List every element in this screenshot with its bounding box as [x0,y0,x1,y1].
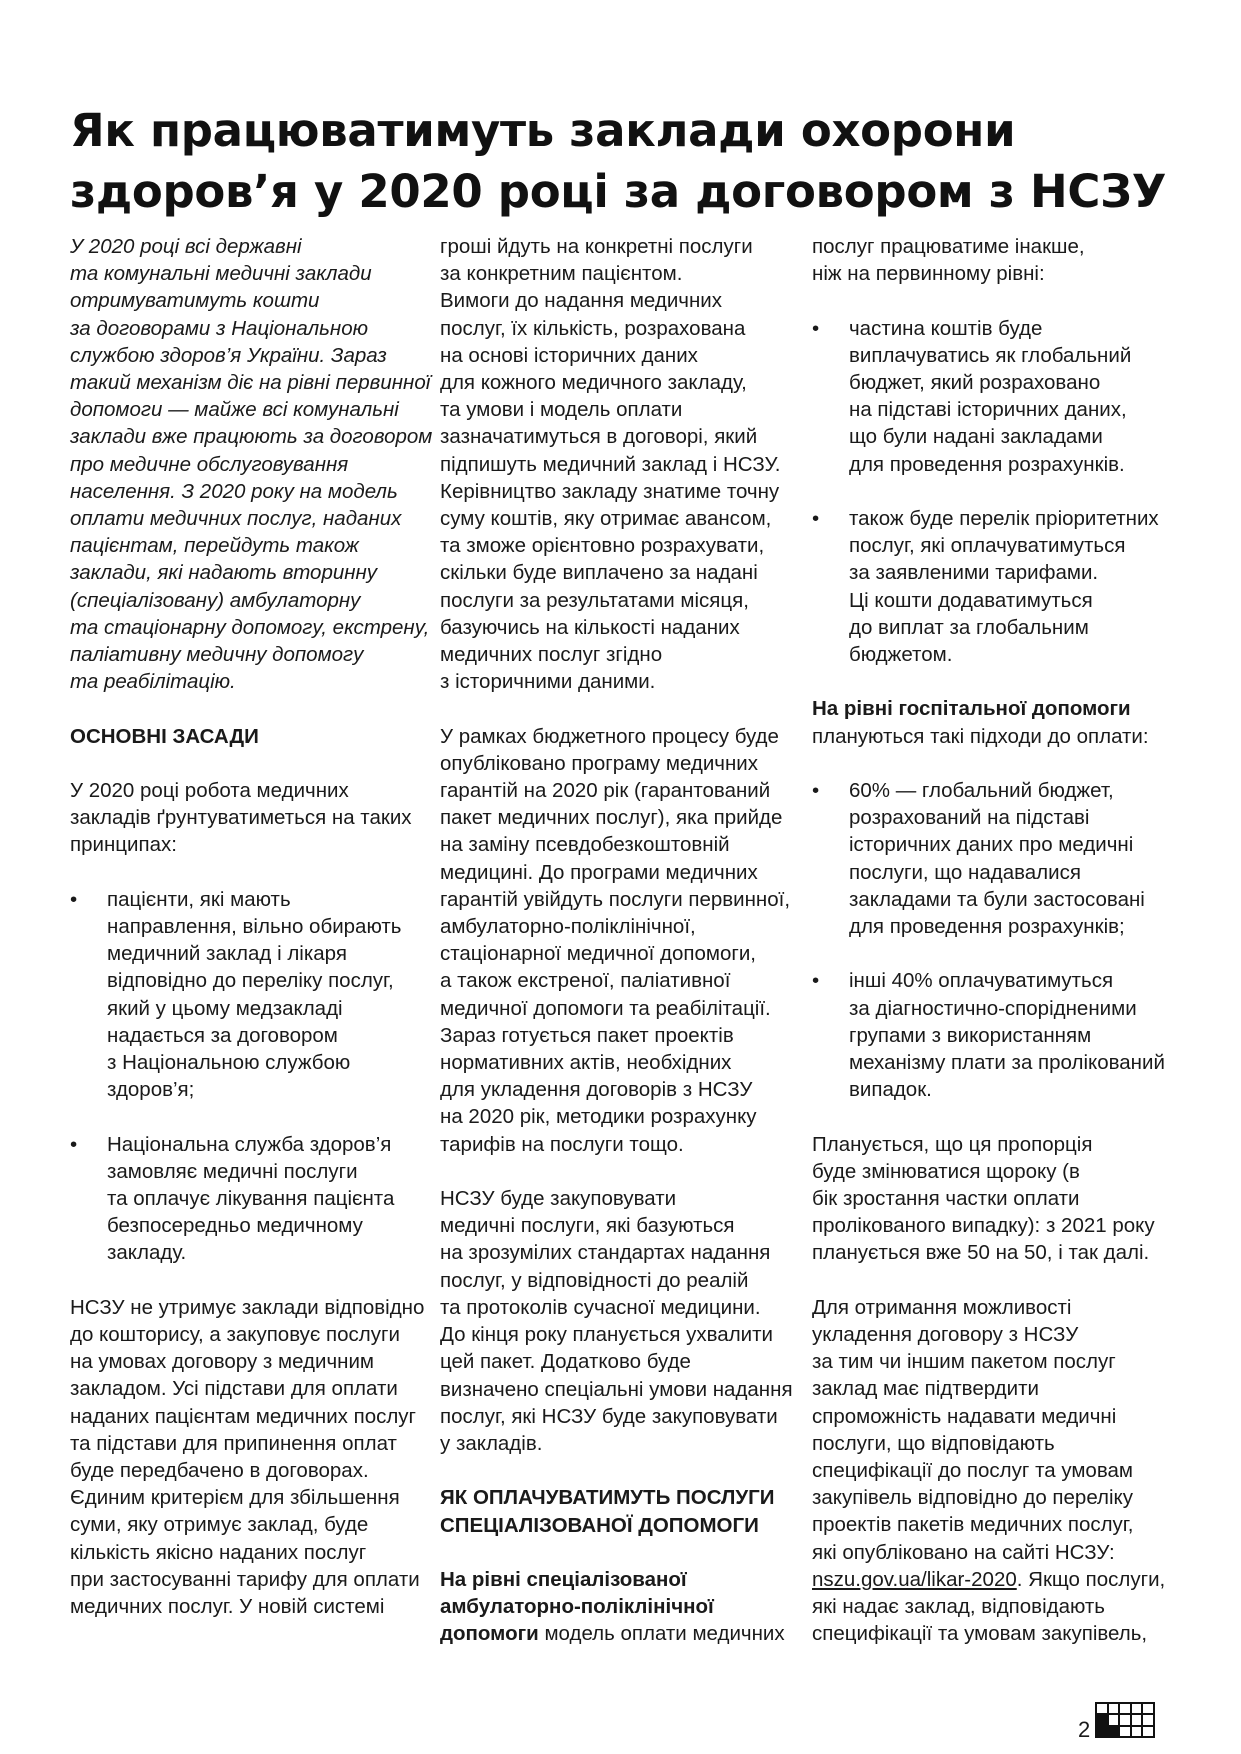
text-line: на заміну псевдобезкоштовній [440,833,730,857]
text-line: частина коштів буде [849,316,1043,340]
text-line: 60% — глобальний бюджет, [849,779,1114,802]
text-line: Єдиним критерієм для збільшення [70,1486,400,1510]
text-line: закупівель відповідно до переліку [812,1486,1134,1510]
page-title [70,100,1180,222]
text-line: до виплат за глобальним [849,615,1089,639]
paragraph [812,1131,1172,1267]
text-line: Ці кошти додаватимуться [849,588,1093,612]
section-heading [440,1484,785,1538]
text-line: бюджет, який розраховано [849,371,1101,394]
column-2 [440,233,793,1675]
text-line: Вимоги до надання медичних [440,289,722,313]
text-line: зазначатимуться в договорі, який [440,425,758,449]
text-line: з історичними даними. [440,670,656,694]
text-line: на умовах договору з медичним [70,1350,375,1374]
text-line: специфікації та умовам закупівель, [812,1622,1148,1646]
bullet-icon: • [812,969,820,993]
page-number: 2 [1078,1717,1091,1742]
section-heading: ОСНОВНІ ЗАСАДИ [70,724,259,748]
text-line: наданих пацієнтам медичних послуг [70,1404,417,1428]
intro-paragraph [70,233,433,695]
text-line: на зрозумілих стандартах надання [440,1241,771,1265]
text-line: медичних послуг. У новій системі [70,1595,385,1619]
text-line: у закладів. [440,1431,543,1455]
text-line: стаціонарної медичної допомоги, [440,942,756,966]
paragraph [70,1294,425,1620]
text-line: медицині. До програми медичних [440,860,758,884]
text-line: послуг, які НСЗУ буде закуповувати [440,1404,778,1428]
text: . Якщо послуги, [1016,1567,1166,1591]
text-line: пакет медичних послуг), яка прийде [440,806,783,830]
text-line: для проведення розрахунків; [849,915,1125,939]
nszu-link[interactable]: nszu.gov.ua/likar-2020 [812,1567,1017,1591]
text-line: послуг, які оплачуватимуться [849,534,1126,558]
text-line: закладів ґрунтуватиметься на таких [70,806,412,830]
text-line: інші 40% оплачуватимуться [849,969,1114,993]
title-line: Як працюватимуть заклади охорони [70,104,1016,157]
text-line: за договорами з Національною [70,316,369,340]
text-line: послуги, що відповідають [812,1431,1055,1455]
bullet-icon: • [812,316,820,340]
text-line: опубліковано програму медичних [440,751,759,775]
text-line: надається за договором [107,1023,338,1047]
text-line: заклади вже працюють за договором [70,425,433,449]
text-line: пролікованого випадку): з 2021 року [812,1214,1155,1238]
bold-text-line: На рівні спеціалізованої [440,1567,687,1591]
text-line: який у цьому медзакладі [107,996,343,1020]
text-line: безпосередньо медичному [107,1214,363,1238]
text-line: Національна служба здоров’я [107,1132,392,1156]
text-line: визначено спеціальні умови надання [440,1377,793,1401]
text-line: службою здоров’я України. Зараз [70,343,387,367]
text-line: закладом. Усі підстави для оплати [70,1377,398,1401]
text-line: медичний заклад і лікаря [107,942,347,966]
paragraph [440,723,791,1158]
text-line: для укладення договорів з НСЗУ [440,1078,753,1102]
text-line: У 2020 році всі державні [70,235,302,258]
text-line: специфікації до послуг та умовам [812,1459,1133,1483]
text-line: СПЕЦІАЛІЗОВАНОЇ ДОПОМОГИ [440,1513,759,1537]
text-line: медичної допомоги та реабілітації. [440,996,771,1020]
text-line: скільки буде виплачено за надані [440,561,758,585]
text-line: медичних послуг згідно [440,643,663,667]
paragraph [812,695,1172,749]
text-line: буде передбачено в договорах. [70,1459,369,1483]
text-line: базуючись на кількості наданих [440,615,740,639]
text-line: про медичне обслуговування [70,452,349,476]
text-line: заклад має підтвердити [812,1377,1039,1401]
text-line: та протоколів сучасної медицини. [440,1295,761,1319]
text-line: пацієнти, які мають [107,887,291,911]
text-line: замовляє медичні послуги [107,1159,358,1183]
text-line: укладення договору з НСЗУ [812,1323,1079,1347]
bullet-item [70,886,415,1104]
text-line: гарантій на 2020 рік (гарантований [440,779,771,803]
column-3 [812,233,1172,1675]
text-line: що були надані закладами [849,425,1103,449]
text-line: підпишуть медичний заклад і НСЗУ. [440,452,781,476]
text-line: та реабілітацію. [70,670,236,694]
bold-text: допомоги [440,1622,539,1646]
text-line: бік зростання частки оплати [812,1187,1080,1211]
text-line: та зможе орієнтовно розрахувати, [440,534,765,558]
text-line: У рамках бюджетного процесу буде [440,724,779,748]
bullet-item [812,967,1172,1103]
text-line: за діагностично-спорідненими [849,996,1137,1020]
text-line: Планується, що ця пропорція [812,1132,1093,1156]
column-1 [70,233,433,1647]
text-line: на 2020 рік, методики розрахунку [440,1105,757,1129]
text-line: послуг, їх кількість, розрахована [440,316,746,340]
bullet-icon: • [812,779,820,802]
text-line: та оплачує лікування пацієнта [107,1187,395,1211]
text-line: до кошторису, а закуповує послуги [70,1323,400,1347]
text-line: Для отримання можливості [812,1295,1072,1319]
text-line: також буде перелік пріоритетних [849,507,1159,530]
bullet-item [812,777,1172,940]
text-line: До кінця року планується ухвалити [440,1323,773,1347]
text-line: послуги за результатами місяця, [440,588,749,612]
text-line: відповідно до переліку послуг, [107,969,394,993]
text-line: суму коштів, яку отримає авансом, [440,507,772,531]
text-line: цей пакет. Додатково буде [440,1350,691,1374]
text-line: медичні послуги, які базуються [440,1214,735,1238]
text-line: за заявленими тарифами. [849,561,1099,585]
text-line: гроші йдуть на конкретні послуги [440,235,753,258]
text-line: нормативних актів, необхідних [440,1051,732,1075]
text-line: гарантій увійдуть послуги первинної, [440,887,791,911]
text-line: розрахований на підставі [849,806,1090,830]
text-line: буде змінюватися щороку (в [812,1159,1080,1183]
text-line: та комунальні медичні заклади [70,262,372,286]
text-line: заклади, які надають вторинну [70,561,378,585]
paragraph [440,1566,785,1648]
text-line: населення. З 2020 року на модель [70,479,398,503]
text-line: принципах: [70,833,177,857]
text-line: для кожного медичного закладу, [440,371,747,395]
text-line: на основі історичних даних [440,343,698,367]
text-line: НСЗУ не утримує заклади відповідно [70,1295,425,1319]
text-line: Керівництво закладу знатиме точну [440,479,780,503]
text-line: У 2020 році робота медичних [70,779,349,803]
paragraph [70,777,415,859]
text-line: допомоги — майже всі комунальні [70,398,399,422]
text-line: які надає заклад, відповідають [812,1595,1105,1619]
bold-text-line: На рівні госпітальної допомоги [812,697,1131,721]
page-grid-icon [1095,1702,1155,1738]
text-line: ЯК ОПЛАЧУВАТИМУТЬ ПОСЛУГИ [440,1486,775,1510]
bullet-icon: • [70,1132,78,1156]
text-line: для проведення розрахунків. [849,452,1125,476]
text-line: закладу. [107,1241,187,1265]
text: модель оплати медичних [544,1622,785,1646]
text-line: та стаціонарну допомогу, екстрену, [70,615,430,639]
text-line: НСЗУ буде закуповувати [440,1187,677,1211]
text-line: ніж на первинному рівні: [812,262,1045,286]
bullet-item [812,505,1172,668]
text-line: послуг, у відповідності до реалій [440,1268,749,1292]
bullet-icon: • [70,887,78,911]
text-line: амбулаторно-поліклінічної, [440,915,696,939]
paragraph [812,233,1172,287]
text-line: планується вже 50 на 50, і так далі. [812,1241,1150,1265]
text-line: на підставі історичних даних, [849,398,1127,422]
bullet-item [70,1131,415,1267]
text-line: паліативну медичну допомогу [70,643,364,667]
bold-text-line: амбулаторно-поліклінічної [440,1595,714,1619]
text-line: кількість якісно наданих послуг [70,1540,367,1564]
text-line: історичних даних про медичні [849,833,1134,857]
text-line: тарифів на послуги тощо. [440,1132,684,1156]
text-line: та підстави для припинення оплат [70,1431,397,1455]
text-line: закладами та були застосовані [849,887,1145,911]
text-line: при застосуванні тарифу для оплати [70,1567,420,1591]
title-line: здоров’я у 2020 році за договором з НСЗУ [70,165,1167,218]
text-line: суми, яку отримує заклад, буде [70,1513,369,1537]
text-line: за конкретним пацієнтом. [440,262,683,286]
text-line: групами з використанням [849,1023,1092,1047]
text-line: направлення, вільно обирають [107,915,402,939]
paragraph [440,233,785,695]
text-line: пацієнтам, перейдуть також [70,534,359,558]
bullet-icon: • [812,507,820,530]
text-line: проектів пакетів медичних послуг, [812,1513,1134,1537]
text-line: послуги, що надавалися [849,860,1081,884]
text-line: бюджетом. [849,643,953,667]
text-line: Зараз готується пакет проектів [440,1023,734,1047]
text-line: з Національною службою [107,1051,351,1075]
text-line: такий механізм діє на рівні первинної [70,371,431,395]
text-line: здоров’я; [107,1078,195,1102]
text-line: механізму плати за пролікований [849,1051,1165,1075]
text-line: за тим чи іншим пакетом послуг [812,1350,1116,1374]
text-line: випадок. [849,1078,932,1102]
paragraph [440,1185,793,1457]
text-line: послуг працюватиме інакше, [812,235,1085,258]
text-line: виплачуватись як глобальний [849,343,1132,367]
text-line: отримуватимуть кошти [70,289,320,313]
text-line: плануються такі підходи до оплати: [812,724,1149,748]
text-line: (спеціалізовану) амбулаторну [70,588,361,612]
text-line: які опубліковано на сайті НСЗУ: [812,1540,1115,1564]
text-line: оплати медичних послуг, наданих [70,507,402,531]
bullet-item [812,315,1172,478]
text-line: спроможність надавати медичні [812,1404,1117,1428]
text-line: а також екстреної, паліативної [440,969,731,993]
paragraph [812,1294,1172,1648]
text-line: та умови і модель оплати [440,398,683,422]
